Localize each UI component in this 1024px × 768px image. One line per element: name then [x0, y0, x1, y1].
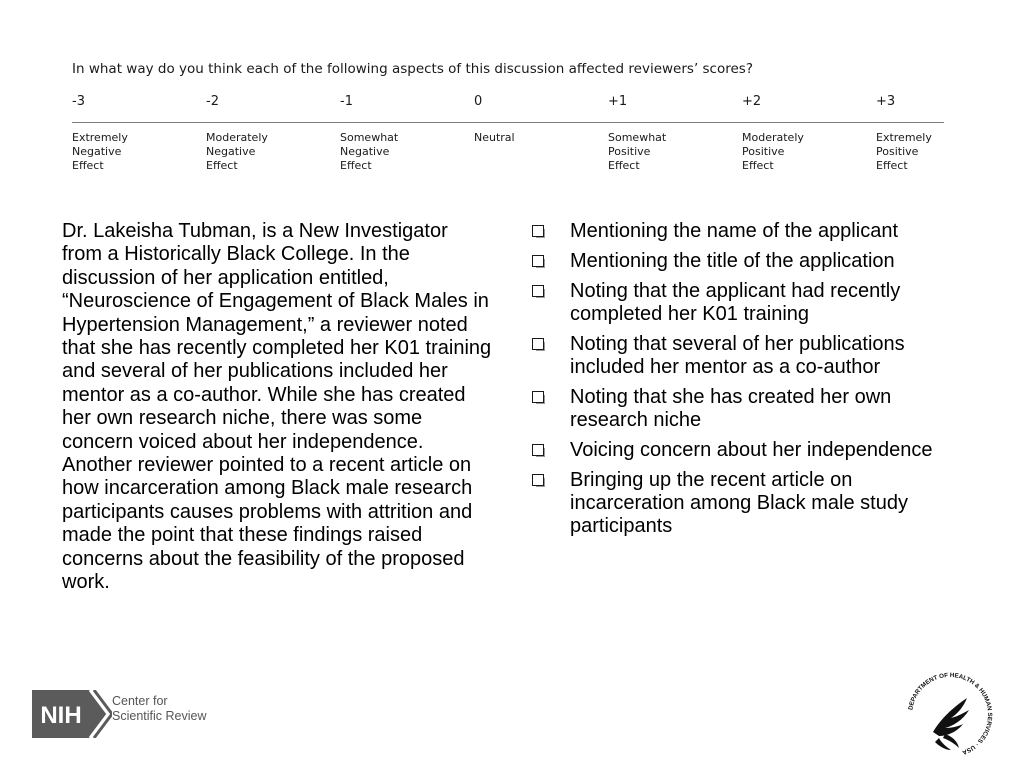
aspect-list [528, 220, 968, 545]
hhs-seal-text: DEPARTMENT OF HEALTH & HUMAN SERVICES · USA [907, 671, 994, 756]
scale-value: 0 [474, 94, 483, 109]
scale-option-plus-2 [742, 94, 876, 172]
checkbox-bullet-icon [532, 474, 544, 486]
scale-option-plus-1 [608, 94, 742, 172]
checkbox-bullet-icon [532, 338, 544, 350]
scale-value: +2 [742, 94, 762, 109]
scale-label: Somewhat Negative Effect [340, 131, 399, 172]
scale-label: Somewhat Positive Effect [608, 131, 667, 172]
csr-logo-text: Center for Scientific Review [112, 694, 207, 723]
scale-label: Neutral [474, 131, 515, 144]
list-item [528, 386, 968, 432]
scale-value: -1 [340, 94, 353, 109]
list-item [528, 333, 968, 379]
scale-value: -2 [206, 94, 219, 109]
scale-value: +3 [876, 94, 896, 109]
checkbox-bullet-icon [532, 391, 544, 403]
scale-option-minus-1 [340, 94, 474, 172]
aspect-text: Voicing concern about her independence [570, 439, 933, 461]
scale-value: +1 [608, 94, 628, 109]
aspect-text: Noting that the applicant had recently completed her K01 training [570, 280, 901, 325]
scale-option-plus-3 [876, 94, 1010, 172]
rating-scale [72, 94, 944, 174]
scale-option-zero [474, 94, 608, 144]
scale-option-minus-2 [206, 94, 340, 172]
scale-option-minus-3 [72, 94, 206, 172]
aspect-text: Noting that several of her publications included her mentor as a co-author [570, 333, 905, 378]
list-item [528, 469, 968, 538]
list-item [528, 439, 968, 462]
aspect-text: Mentioning the title of the application [570, 250, 895, 272]
scale-label: Moderately Positive Effect [742, 131, 804, 172]
scenario-paragraph: Dr. Lakeisha Tubman, is a New Investigator from a Historically Black College. In the discussion of her application entitled, “Neuroscience of Engagement of Black Males in Hypertension Management,” a reviewer noted that she has recently completed her K01 training and several of her publications included her mentor as a co-author. While she has created her own research niche, there was some concern voiced about her independence. Another reviewer pointed to a recent article on how incarceration among Black male research participants causes problems with attrition and made the point that these findings raised concerns about the feasibility of the proposed work. [62, 220, 492, 594]
list-item [528, 280, 968, 326]
scale-label: Moderately Negative Effect [206, 131, 268, 172]
nih-csr-logo [32, 690, 232, 742]
scale-divider [72, 122, 944, 123]
survey-question: In what way do you think each of the following aspects of this discussion affected reviewers’ scores? [72, 61, 753, 77]
aspect-text: Noting that she has created her own research niche [570, 386, 892, 431]
nih-badge-text: NIH [40, 702, 82, 729]
list-item [528, 220, 968, 243]
scale-label: Extremely Positive Effect [876, 131, 932, 172]
checkbox-bullet-icon [532, 255, 544, 267]
nih-badge-icon [32, 690, 112, 738]
scale-value: -3 [72, 94, 85, 109]
checkbox-bullet-icon [532, 444, 544, 456]
aspect-text: Bringing up the recent article on incarceration among Black male study participants [570, 469, 908, 537]
list-item [528, 250, 968, 273]
scale-label: Extremely Negative Effect [72, 131, 128, 172]
hhs-seal-icon [905, 670, 995, 760]
checkbox-bullet-icon [532, 285, 544, 297]
aspect-text: Mentioning the name of the applicant [570, 220, 898, 242]
checkbox-bullet-icon [532, 225, 544, 237]
